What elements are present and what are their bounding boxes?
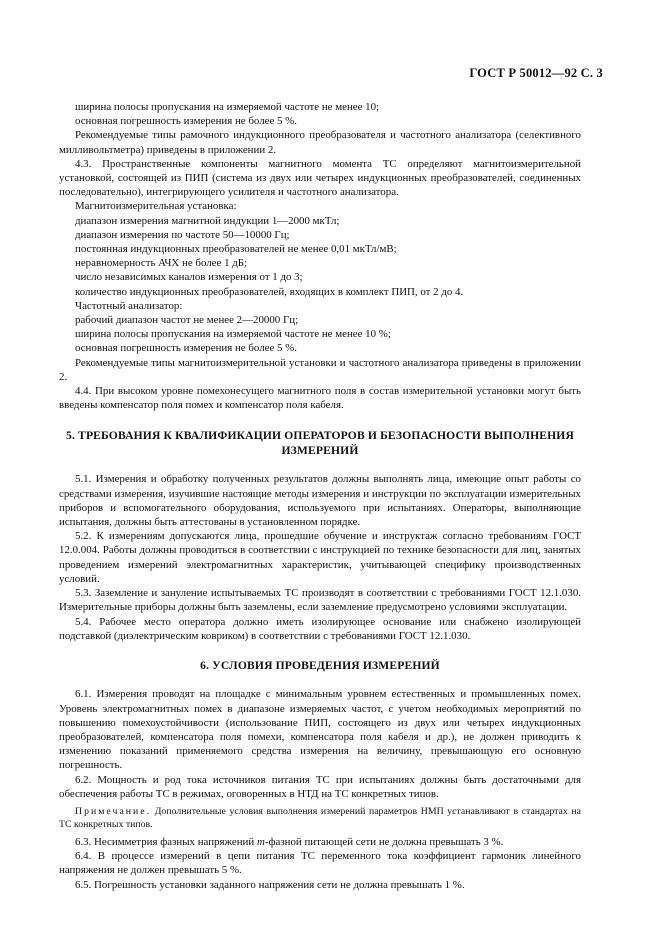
list-title-installation: Магнитоизмерительная установка:: [75, 200, 237, 213]
section-5-heading-line: 5. ТРЕБОВАНИЯ К КВАЛИФИКАЦИИ ОПЕРАТОРОВ И БЕЗОПАСНОСТИ ВЫПОЛНЕНИЯ: [66, 429, 574, 443]
paragraph-5-2: 5.2. К измерениям допускаются лица, прошедшие обучение и инструктаж согласно требованиям ГОСТ 12.0.004. Работы должны проводиться в соответствии с инструкцией по технике безопасности для лиц, занятых проведением измерений электромагнитных характеристик, учитывающей специфику производственных условий.: [59, 530, 581, 585]
paragraph-6-3-end: -фазной питающей сети не должна превышать 3 %.: [264, 836, 504, 849]
page-header: ГОСТ Р 50012—92 С. 3: [469, 66, 603, 80]
paragraph-4-3: 4.3. Пространственные компоненты магнитного момента ТС определяют магнитоизмерительной установкой, состоящей из ПИП (система из двух или четырех индукционных преобразователей, соединенных последовательно), интегрирующего усилителя и частотного анализатора.: [59, 157, 581, 199]
list-item: число независимых каналов измерения от 1 до 3;: [75, 271, 303, 284]
paragraph-5-1: 5.1. Измерения и обработку полученных результатов должны выполнять лица, имеющие опыт работы со средствами измерения, изучившие настоящие методы измерения и инструкции по эксплуатации измерительных приборов и вспомогательного оборудования, используемого при испытаниях. Операторы, выполняющие испытания, должны быть аттестованы в установленном порядке.: [59, 473, 581, 529]
document-body: [59, 100, 581, 892]
paragraph-5-4: 5.4. Рабочее место оператора должно иметь изолирующее основание или снабжено изолирующей подставкой (диэлектрическим ковриком) в соответствии с требованиями ГОСТ 12.1.030.: [59, 615, 581, 642]
paragraph-6-3-variable: m: [256, 836, 265, 849]
list-item: ширина полосы пропускания на измеряемой частоте не менее 10;: [75, 101, 380, 113]
list-item: основная погрешность измерения не более 5 %.: [75, 115, 297, 128]
list-item: количество индукционных преобразователей, входящих в комплект ПИП, от 2 до 4.: [75, 285, 464, 298]
paragraph-recommended-1: Рекомендуемые типы рамочного индукционного преобразователя и частотного анализатора (селективного милливольтметра) приведены в приложении 2.: [59, 129, 581, 156]
paragraph-6-5: 6.5. Погрешность установки заданного напряжения сети не должна превышать 1 %.: [75, 878, 465, 891]
paragraph-6-2: 6.2. Мощность и род тока источников питания ТС при испытаниях должны быть достаточными для обеспечения работы ТС в режимах, оговоренных в НТД на ТС конкретных типов.: [59, 773, 581, 800]
paragraph-6-4: 6.4. В процессе измерений в цепи питания ТС переменного тока коэффициент гармоник линейного напряжения не должен превышать 5 %.: [59, 850, 581, 877]
list-item: основная погрешность измерения не более 5 %.: [75, 342, 297, 355]
paragraph-6-3: [59, 835, 581, 849]
list-item: диапазон измерения по частоте 50—10000 Гц;: [75, 228, 290, 241]
paragraph-5-3: 5.3. Заземление и зануление испытываемых ТС производят в соответствии с требованиями ГОСТ 12.1.030. Измерительные приборы должны быть заземлены, если заземление предусмотрено условиями эксплуатации.: [59, 587, 581, 614]
list-item: неравномерность АЧХ не более 1 дБ;: [75, 257, 248, 270]
list-item: рабочий диапазон частот не менее 2—20000 Гц;: [75, 314, 299, 327]
section-5-heading-line: ИЗМЕРЕНИЙ: [281, 443, 359, 457]
list-title-analyzer: Частотный анализатор:: [75, 299, 183, 312]
list-item: диапазон измерения магнитной индукции 1—2000 мкТл;: [75, 214, 340, 227]
note-label: Примечание.: [75, 806, 152, 818]
note-text: Дополнительные условия выполнения измерений параметров НМП устанавливают в стандартах на ТС конкретных типов.: [59, 806, 582, 831]
paragraph-6-1: 6.1. Измерения проводят на площадке с минимальным уровнем естественных и промышленных помех. Уровень электромагнитных помех в диапазоне измеряемых частот, с учетом необходимых мероприятий по повышению помехоустойчивости (использование ПИП, состоящего из двух или четырех индукционных преобразователей, компенсатора поля помехи, компенсатора поля кабеля и др.), не должен приводить к изменению показаний применяемого средства измерения на величину, превышающую его основную погрешность.: [59, 688, 581, 772]
paragraph-4-4: 4.4. При высоком уровне помехонесущего магнитного поля в состав измерительной установки могут быть введены компенсатор поля помех и компенсатор поля кабеля.: [59, 385, 581, 412]
note: [59, 805, 581, 831]
list-item: ширина полосы пропускания на измеряемой частоте не менее 10 %;: [75, 328, 391, 341]
paragraph-recommended-2: Рекомендуемые типы магнитоизмерительной установки и частотного анализатора приведены в приложении 2.: [59, 356, 581, 383]
paragraph-6-3-start: 6.3. Несимметрия фазных напряжений: [75, 836, 257, 849]
list-item: постоянная индукционных преобразователей не менее 0,01 мкТл/мВ;: [75, 243, 397, 256]
section-5-heading: [59, 429, 581, 458]
section-6-heading: 6. УСЛОВИЯ ПРОВЕДЕНИЯ ИЗМЕРЕНИЙ: [200, 658, 440, 672]
